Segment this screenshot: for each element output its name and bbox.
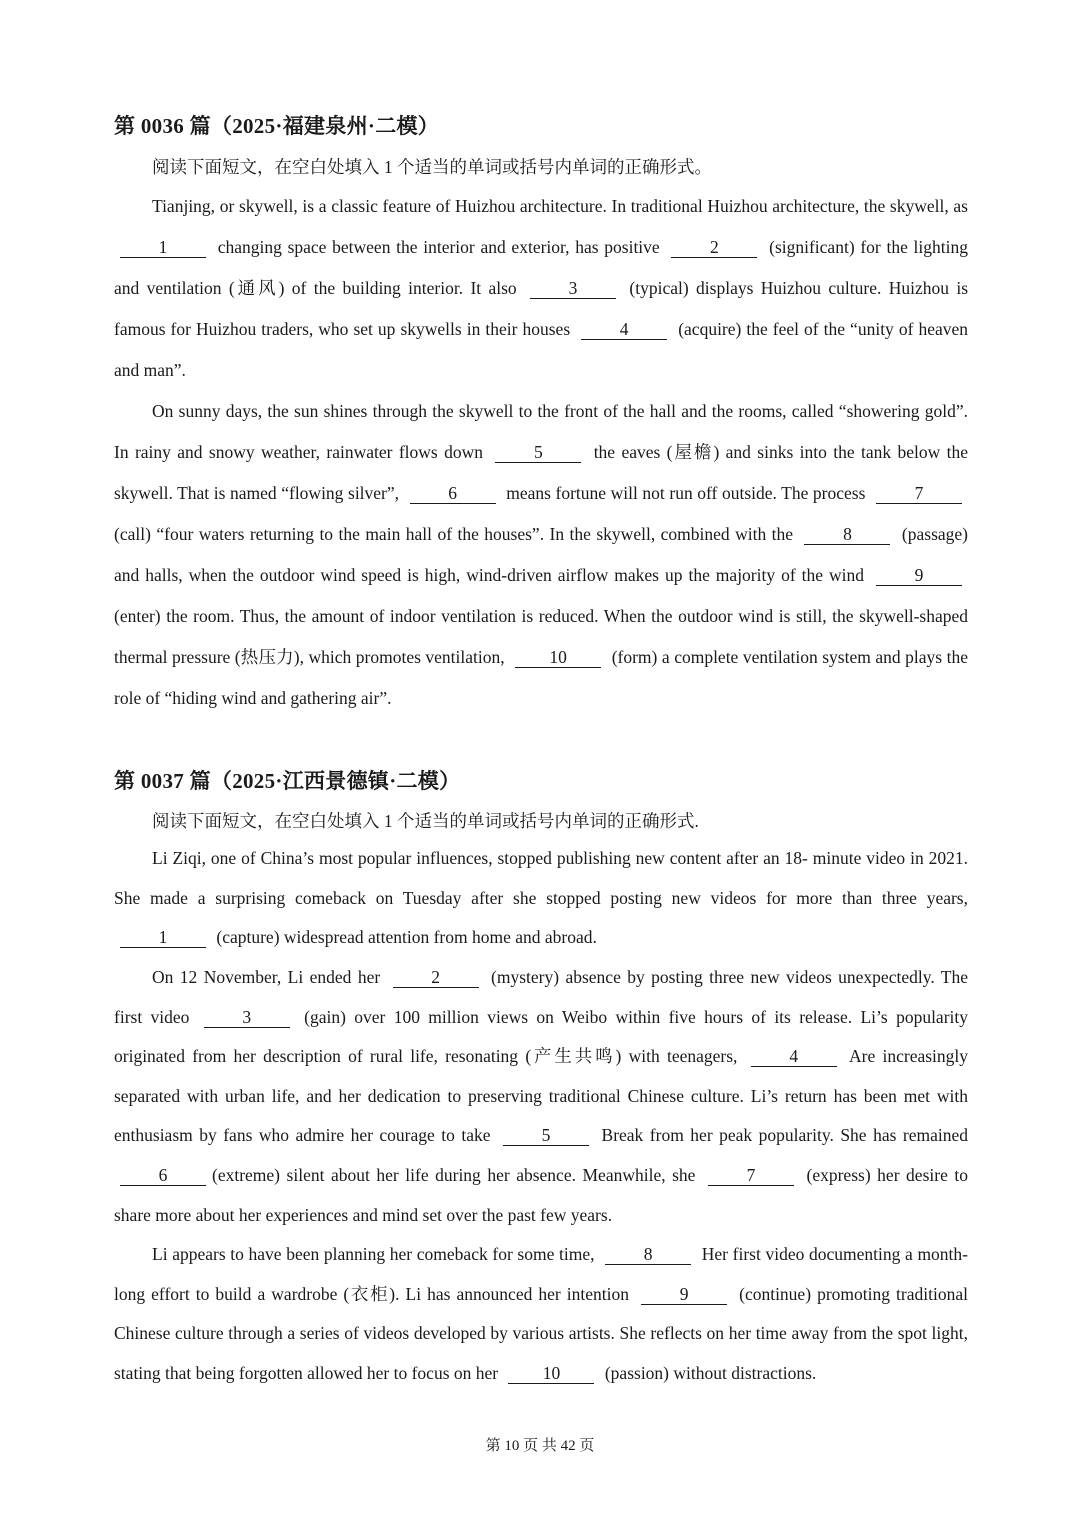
passage-paragraph (114, 958, 968, 1235)
passage-text: (gain) over 100 million views on Weibo within five hours of its release. Li’s popularity originated from her description of rural life, resonating (产生共鸣) with teenagers, (114, 1006, 968, 1067)
section-heading-0037: 第 0037 篇（2025·江西景德镇·二模） (114, 769, 461, 793)
passage-text: (form) a complete ventilation system and plays the role of “hiding wind and gathering air”. (114, 647, 969, 708)
passage-paragraph (114, 186, 968, 391)
answer-blank-10: 10 (515, 647, 601, 668)
passage-text: (capture) widespread attention from home and abroad. (212, 927, 597, 948)
answer-blank-6: 6 (120, 1165, 206, 1186)
passage-text: (call) “four waters returning to the main hall of the houses”. In the skywell, combined with the (114, 524, 799, 544)
answer-blank-9: 9 (641, 1284, 727, 1305)
answer-blank-2: 2 (671, 237, 757, 258)
passage-text: On 12 November, Li ended her (152, 967, 387, 987)
passage-text: the eaves (屋檐) and sinks into the tank below the skywell. That is named “flowing silver”, (114, 442, 968, 503)
passage-text: Li appears to have been planning her comeback for some time, (152, 1244, 600, 1264)
passage-text: means fortune will not run off outside. The process (501, 483, 871, 503)
passage-text: On sunny days, the sun shines through the skywell to the front of the hall and the rooms, called “showering gold”. In rainy and snowy weather, rainwater flows down (114, 401, 968, 462)
passage-text: (typical) displays Huizhou culture. Huizhou is famous for Huizhou traders, who set up skywells in their houses (114, 278, 969, 339)
answer-blank-5: 5 (503, 1125, 589, 1146)
passage-text: (continue) promoting traditional Chinese culture through a series of videos developed by various artists. She reflects on her time away from the spot light, stating that being forgotten allowed her to focus on her (114, 1283, 968, 1383)
passage-text: (enter) the room. Thus, the amount of indoor ventilation is reduced. When the outdoor wind is still, the skywell-shaped thermal pressure (热压力), which promotes ventilation, (114, 606, 968, 667)
answer-blank-10: 10 (508, 1363, 594, 1384)
answer-blank-6: 6 (410, 483, 496, 504)
passage-text: (significant) for the lighting and ventilation (通风) of the building interior. It also (114, 237, 969, 298)
passage-text: (acquire) the feel of the “unity of heaven and man”. (114, 319, 968, 380)
answer-blank-4: 4 (751, 1046, 837, 1067)
answer-blank-3: 3 (204, 1007, 290, 1028)
passage-text: (express) her desire to share more about her experiences and mind set over the past few years. (114, 1164, 968, 1225)
answer-blank-5: 5 (495, 442, 581, 463)
section-heading-0036: 第 0036 篇（2025·福建泉州·二模） (114, 114, 440, 138)
passage-paragraph (114, 1235, 968, 1393)
answer-blank-4: 4 (581, 319, 667, 340)
answer-blank-9: 9 (876, 565, 962, 586)
answer-blank-8: 8 (605, 1244, 691, 1265)
passage-text: Break from her peak popularity. She has remained (595, 1125, 968, 1146)
answer-blank-2: 2 (393, 967, 479, 988)
passage-paragraph (114, 839, 968, 958)
passage-paragraph (114, 391, 968, 719)
passage-text: (extreme) silent about her life during her absence. Meanwhile, she (212, 1164, 702, 1185)
answer-blank-7: 7 (876, 483, 962, 504)
passage-text: changing space between the interior and exterior, has positive (212, 237, 666, 257)
answer-blank-1: 1 (120, 927, 206, 948)
section-instruction-0037: 阅读下面短文，在空白处填入 1 个适当的单词或括号内单词的正确形式. (152, 811, 699, 831)
passage-text: Li Ziqi, one of China’s most popular influences, stopped publishing new content after an 18- minute video in 2021. She made a surprising comeback on Tuesday after she stopped posting new videos for more than three years, (114, 848, 968, 908)
passage-text: Tianjing, or skywell, is a classic feature of Huizhou architecture. In traditional Huizhou architecture, the skywell, as (152, 196, 968, 216)
answer-blank-3: 3 (530, 278, 616, 299)
answer-blank-1: 1 (120, 237, 206, 258)
answer-blank-8: 8 (804, 524, 890, 545)
passage-text: (passage) and halls, when the outdoor wind speed is high, wind-driven airflow makes up the majority of the wind (114, 524, 969, 585)
section-instruction-0036: 阅读下面短文，在空白处填入 1 个适当的单词或括号内单词的正确形式。 (152, 157, 712, 177)
page-number-footer: 第 10 页 共 42 页 (485, 1438, 595, 1454)
answer-blank-7: 7 (708, 1165, 794, 1186)
passage-text: Her first video documenting a month-long effort to build a wardrobe (衣柜). Li has announced her intention (114, 1244, 968, 1304)
passage-text: Are increasingly separated with urban life, and her dedication to preserving traditional Chinese culture. Li’s return has been met with enthusiasm by fans who admire her courage to take (114, 1046, 969, 1146)
passage-text: (passion) without distractions. (600, 1362, 817, 1383)
passage-text: (mystery) absence by posting three new videos unexpectedly. The first video (114, 967, 968, 1027)
